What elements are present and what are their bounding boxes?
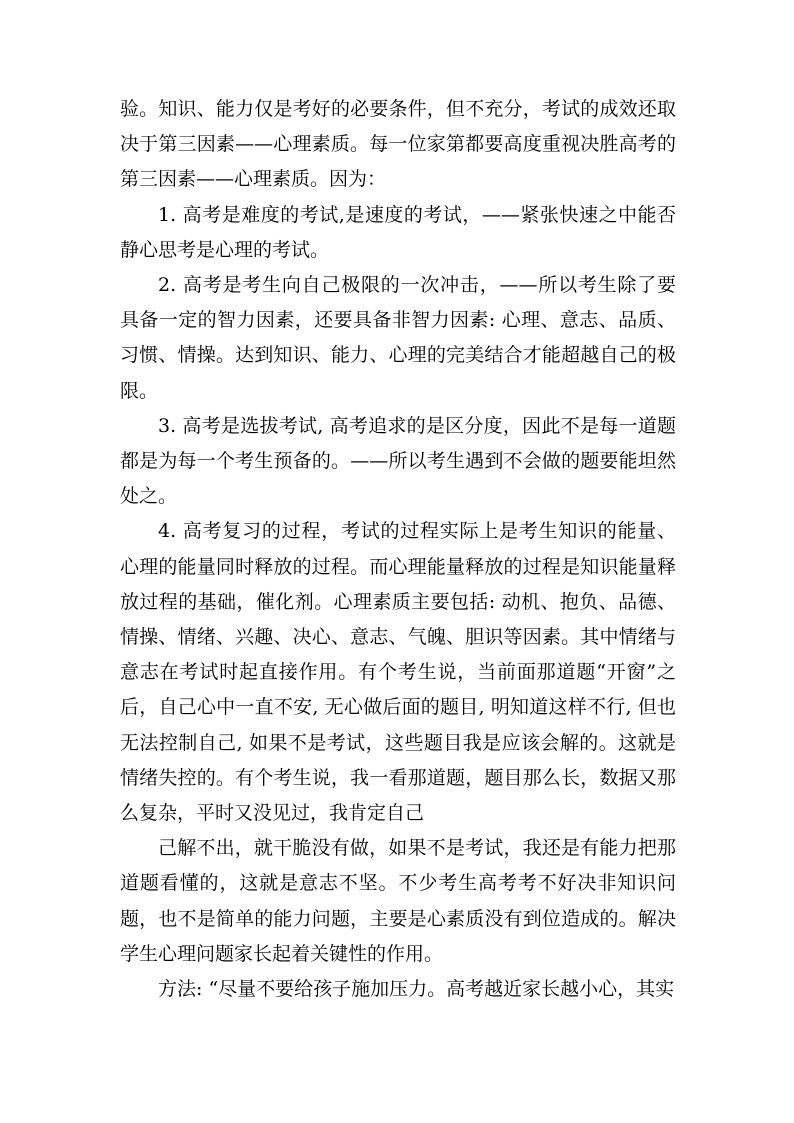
paragraph-point-2: 2. 高考是考生向自己极限的一次冲击，——所以考生除了要具备一定的智力因素，还要具备非智力因素: 心理、意志、品质、习惯、情操。达到知识、能力、心理的完美结合才能超越自己的极限。	[120, 274, 676, 402]
paragraph-method: 方法: “尽量不要给孩子施加压力。高考越近家长越小心，其实	[158, 978, 675, 1001]
paragraph-point-4: 4. 高考复习的过程，考试的过程实际上是考生知识的能量、心理的能量同时释放的过程。而心理能量释放的过程是知识能量释放过程的基础，催化剂。心理素质主要包括: 动机、抱负、品德、情操、情绪、兴趣、决心、意志、气魄、胆识等因素。其中情绪与意志在考试时起直接作用。有个考生说，当前面那道题“开窗”之后，自己心中一直不安, 无心做后面的题目, 明知道这样不行, 但也无法控制自己, 如果不是考试，这些题目我是应该会解的。这就是情绪失控的。有个考生说，我一看那道题，题目那么长，数据又那么复杂，平时又没见过，我肯定自己	[120, 520, 676, 825]
paragraph-point-3: 3. 高考是选拔考试, 高考追求的是区分度，因此不是每一道题都是为每一个考生预备的。——所以考生遇到不会做的题要能坦然处之。	[120, 414, 676, 508]
paragraph-point-1: 1. 高考是难度的考试,是速度的考试，——紧张快速之中能否静心思考是心理的考试。	[120, 203, 676, 261]
paragraph-intro: 验。知识、能力仅是考好的必要条件，但不充分，考试的成效还取决于第三因素——心理素质。每一位家第都要高度重视决胜高考的第三因素——心理素质。因为：	[120, 98, 676, 191]
paragraph-continuation: 己解不出，就干脆没有做，如果不是考试，我还是有能力把那道题看懂的，这就是意志不坚。不少考生高考考不好决非知识问题，也不是简单的能力问题，主要是心素质没有到位造成的。解决学生心理问题家长起着关键性的作用。	[120, 837, 676, 965]
document-body	[120, 92, 676, 1007]
